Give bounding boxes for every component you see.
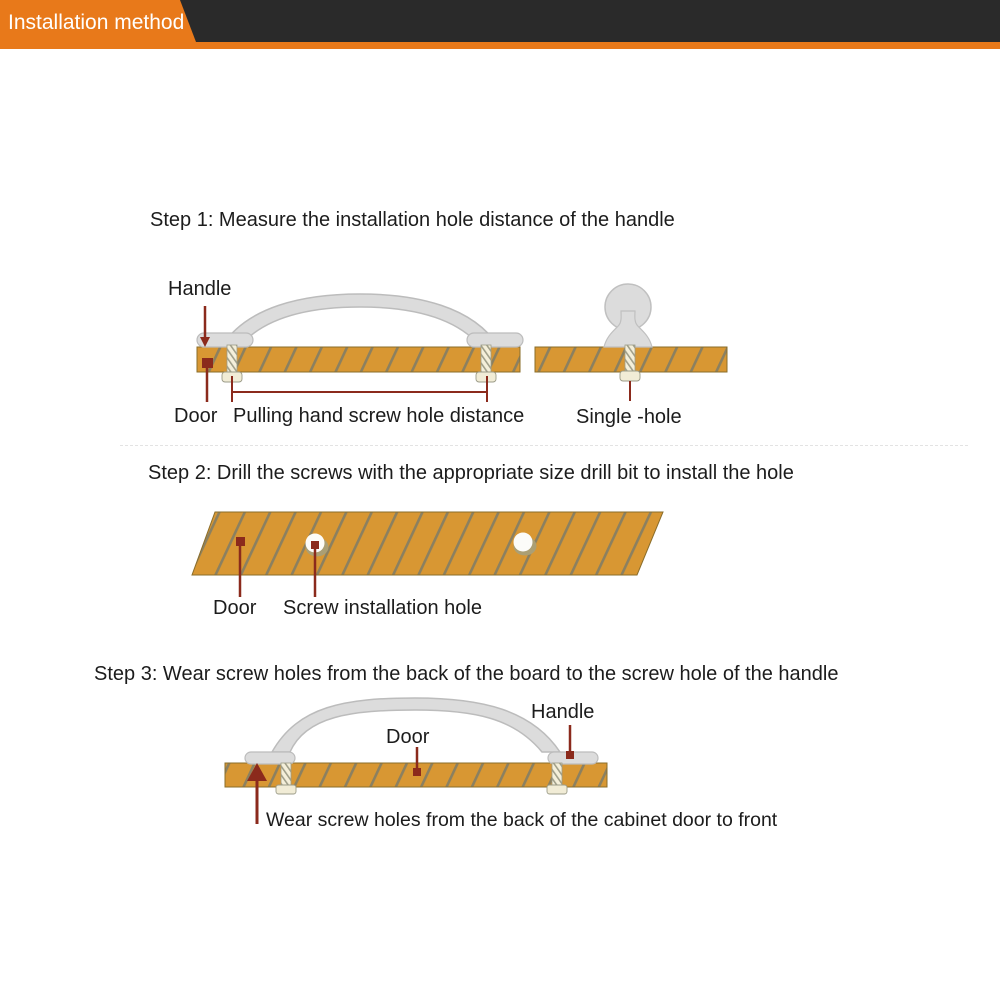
step3-title: Step 3: Wear screw holes from the back of the board to the screw hole of the handle bbox=[94, 663, 839, 685]
label-screw-hole-distance: Pulling hand screw hole distance bbox=[233, 405, 525, 427]
handle-left-foot-3 bbox=[245, 752, 295, 764]
screw-right-nut-3 bbox=[547, 785, 567, 794]
handle-bow bbox=[222, 294, 498, 346]
hole-pointer-square bbox=[311, 541, 319, 549]
note-wear-screw-holes: Wear screw holes from the back of the cabinet door to front bbox=[266, 809, 778, 831]
door-pointer-square bbox=[202, 358, 213, 368]
step2-diagram bbox=[192, 512, 663, 597]
handle-pointer-square-3 bbox=[566, 751, 574, 759]
label-door: Door bbox=[174, 405, 218, 427]
step2-title: Step 2: Drill the screws with the appropriate size drill bit to install the hole bbox=[148, 462, 794, 484]
banner-title: Installation method bbox=[8, 11, 185, 34]
label-door-2: Door bbox=[213, 597, 257, 619]
screw-right bbox=[481, 345, 491, 374]
screw-left-3 bbox=[281, 763, 291, 787]
screw-left bbox=[227, 345, 237, 374]
label-handle-3: Handle bbox=[531, 701, 595, 723]
door-pointer-square-2 bbox=[236, 537, 245, 546]
label-single-hole: Single -hole bbox=[576, 406, 682, 428]
label-door-3: Door bbox=[386, 726, 430, 748]
screw-right-3 bbox=[552, 763, 562, 787]
step1-title: Step 1: Measure the installation hole distance of the handle bbox=[150, 209, 675, 231]
knob-screw bbox=[625, 345, 635, 373]
label-handle: Handle bbox=[168, 278, 232, 300]
drilled-hole-right bbox=[514, 533, 533, 552]
label-screw-installation-hole: Screw installation hole bbox=[283, 597, 482, 619]
knob-screw-nut bbox=[620, 371, 640, 381]
step2-door-board bbox=[192, 512, 663, 575]
step1-diagram bbox=[197, 284, 727, 402]
handle-right-foot bbox=[467, 333, 523, 347]
step1-door-board-left bbox=[197, 347, 520, 372]
door-pointer-square-3 bbox=[413, 768, 421, 776]
section-divider bbox=[120, 445, 968, 446]
screw-left-nut-3 bbox=[276, 785, 296, 794]
